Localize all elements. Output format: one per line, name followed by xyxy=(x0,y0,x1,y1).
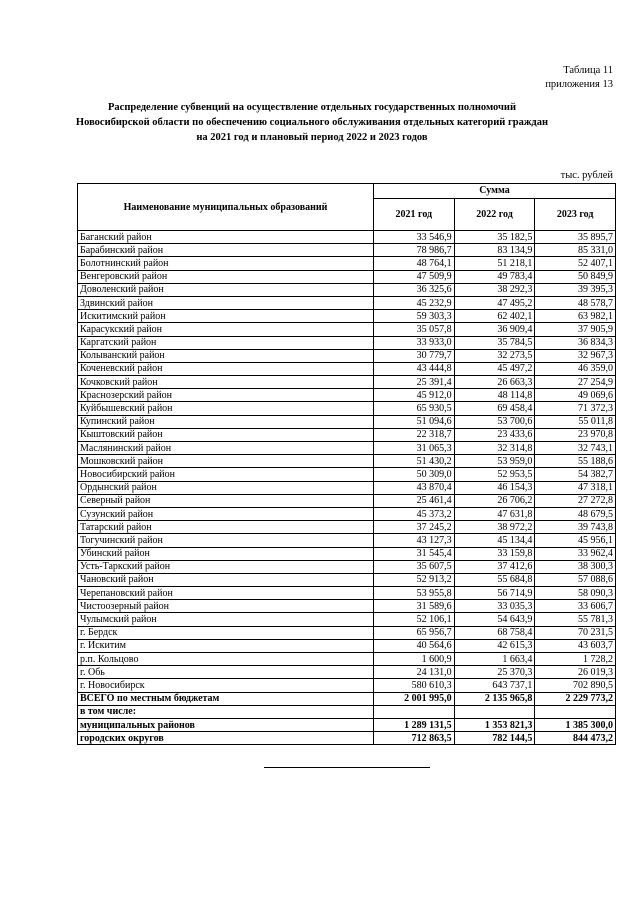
cell-value: 55 188,6 xyxy=(535,455,616,468)
cell-value: 26 663,3 xyxy=(454,376,535,389)
cell-value: 55 781,3 xyxy=(535,613,616,626)
cell-value: 65 930,5 xyxy=(374,402,455,415)
units-label: тыс. рублей xyxy=(560,170,613,181)
cell-value: 42 615,3 xyxy=(454,639,535,652)
cell-name: Мошковский район xyxy=(78,455,374,468)
cell-name: Доволенский район xyxy=(78,283,374,296)
table-row xyxy=(78,389,616,402)
cell-value xyxy=(454,705,535,718)
cell-value: 43 603,7 xyxy=(535,639,616,652)
table-row xyxy=(78,573,616,586)
cell-value: 52 913,2 xyxy=(374,573,455,586)
column-header-2021: 2021 год xyxy=(374,198,455,230)
cell-value: 33 933,0 xyxy=(374,336,455,349)
cell-name: Усть-Таркский район xyxy=(78,560,374,573)
cell-name: Здвинский район xyxy=(78,296,374,309)
column-header-sum: Сумма xyxy=(374,184,616,199)
table-row xyxy=(78,270,616,283)
cell-value: 47 318,1 xyxy=(535,481,616,494)
cell-value: 33 546,9 xyxy=(374,231,455,244)
cell-value: 50 309,0 xyxy=(374,468,455,481)
cell-name: Ордынский район xyxy=(78,481,374,494)
cell-value: 49 783,4 xyxy=(454,270,535,283)
cell-value: 65 956,7 xyxy=(374,626,455,639)
cell-name: Краснозерский район xyxy=(78,389,374,402)
cell-value: 68 758,4 xyxy=(454,626,535,639)
cell-value: 31 589,6 xyxy=(374,600,455,613)
table-row xyxy=(78,494,616,507)
cell-value: 1 289 131,5 xyxy=(374,718,455,731)
cell-name: Купинский район xyxy=(78,415,374,428)
table-row xyxy=(78,296,616,309)
cell-name: Кыштовский район xyxy=(78,428,374,441)
cell-name: г. Обь xyxy=(78,666,374,679)
cell-value: 25 461,4 xyxy=(374,494,455,507)
cell-value: 33 962,4 xyxy=(535,547,616,560)
cell-name: г. Бердск xyxy=(78,626,374,639)
cell-name: Северный район xyxy=(78,494,374,507)
cell-value: 71 372,3 xyxy=(535,402,616,415)
table-row xyxy=(78,428,616,441)
cell-value: 26 019,3 xyxy=(535,666,616,679)
cell-value: 24 131,0 xyxy=(374,666,455,679)
cell-value: 1 600,9 xyxy=(374,653,455,666)
cell-name: Тогучинский район xyxy=(78,534,374,547)
cell-value: 45 373,2 xyxy=(374,507,455,520)
cell-value: 32 273,5 xyxy=(454,349,535,362)
cell-value: 55 684,8 xyxy=(454,573,535,586)
cell-value: 69 458,4 xyxy=(454,402,535,415)
cell-value: 37 905,9 xyxy=(535,323,616,336)
table-row xyxy=(78,376,616,389)
cell-value: 32 314,8 xyxy=(454,442,535,455)
table-row xyxy=(78,283,616,296)
cell-name: Каргатский район xyxy=(78,336,374,349)
table-row xyxy=(78,244,616,257)
cell-value: 85 331,0 xyxy=(535,244,616,257)
cell-name: Чулымский район xyxy=(78,613,374,626)
cell-name: Новосибирский район xyxy=(78,468,374,481)
table-row xyxy=(78,560,616,573)
table-row xyxy=(78,507,616,520)
table-row xyxy=(78,455,616,468)
cell-value: 2 135 965,8 xyxy=(454,692,535,705)
cell-value: 56 714,9 xyxy=(454,587,535,600)
cell-value: 33 035,3 xyxy=(454,600,535,613)
cell-value: 36 909,4 xyxy=(454,323,535,336)
cell-name: в том числе: xyxy=(78,705,374,718)
cell-value: 78 986,7 xyxy=(374,244,455,257)
cell-value: 844 473,2 xyxy=(535,732,616,745)
table-row xyxy=(78,639,616,652)
end-divider xyxy=(264,767,430,768)
cell-name: Болотнинский район xyxy=(78,257,374,270)
cell-value: 2 001 995,0 xyxy=(374,692,455,705)
cell-value: 23 433,6 xyxy=(454,428,535,441)
table-row xyxy=(78,521,616,534)
table-row xyxy=(78,626,616,639)
cell-value: 27 254,9 xyxy=(535,376,616,389)
cell-value: 53 959,0 xyxy=(454,455,535,468)
table-row xyxy=(78,613,616,626)
table-row xyxy=(78,547,616,560)
cell-name: Чистоозерный район xyxy=(78,600,374,613)
cell-name: Коченевский район xyxy=(78,362,374,375)
cell-value: 35 895,7 xyxy=(535,231,616,244)
table-row xyxy=(78,231,616,244)
cell-value: 38 300,3 xyxy=(535,560,616,573)
table-row xyxy=(78,349,616,362)
cell-name: муниципальных районов xyxy=(78,718,374,731)
cell-value: 43 127,3 xyxy=(374,534,455,547)
cell-name: Кочковский район xyxy=(78,376,374,389)
cell-value: 51 218,1 xyxy=(454,257,535,270)
cell-value: 36 834,3 xyxy=(535,336,616,349)
cell-value: 83 134,9 xyxy=(454,244,535,257)
cell-name: Барабинский район xyxy=(78,244,374,257)
table-row xyxy=(78,600,616,613)
cell-value: 40 564,6 xyxy=(374,639,455,652)
cell-value: 55 011,8 xyxy=(535,415,616,428)
cell-value: 57 088,6 xyxy=(535,573,616,586)
cell-value: 48 114,8 xyxy=(454,389,535,402)
table-row xyxy=(78,679,616,692)
cell-value: 643 737,1 xyxy=(454,679,535,692)
table-row xyxy=(78,468,616,481)
cell-value: 27 272,8 xyxy=(535,494,616,507)
cell-value: 47 631,8 xyxy=(454,507,535,520)
cell-value: 51 430,2 xyxy=(374,455,455,468)
cell-value: 48 578,7 xyxy=(535,296,616,309)
cell-value: 1 663,4 xyxy=(454,653,535,666)
cell-value: 2 229 773,2 xyxy=(535,692,616,705)
cell-value: 35 607,5 xyxy=(374,560,455,573)
cell-value: 43 444,8 xyxy=(374,362,455,375)
total-row xyxy=(78,718,616,731)
cell-value: 54 643,9 xyxy=(454,613,535,626)
cell-name: Чановский район xyxy=(78,573,374,586)
cell-value: 45 497,2 xyxy=(454,362,535,375)
cell-value: 38 972,2 xyxy=(454,521,535,534)
cell-value xyxy=(535,705,616,718)
cell-name: Искитимский район xyxy=(78,310,374,323)
total-row xyxy=(78,705,616,718)
table-row xyxy=(78,534,616,547)
cell-value: 23 970,8 xyxy=(535,428,616,441)
cell-name: Венгеровский район xyxy=(78,270,374,283)
cell-value: 31 545,4 xyxy=(374,547,455,560)
cell-name: Сузунский район xyxy=(78,507,374,520)
cell-value: 38 292,3 xyxy=(454,283,535,296)
cell-name: Карасукский район xyxy=(78,323,374,336)
cell-name: Куйбышевский район xyxy=(78,402,374,415)
cell-value: 52 407,1 xyxy=(535,257,616,270)
cell-value: 52 106,1 xyxy=(374,613,455,626)
cell-value: 35 057,8 xyxy=(374,323,455,336)
cell-value: 45 232,9 xyxy=(374,296,455,309)
cell-name: городских округов xyxy=(78,732,374,745)
cell-value: 37 412,6 xyxy=(454,560,535,573)
cell-value: 39 395,3 xyxy=(535,283,616,296)
cell-value xyxy=(374,705,455,718)
cell-value: 45 956,1 xyxy=(535,534,616,547)
cell-name: Татарский район xyxy=(78,521,374,534)
cell-value: 43 870,4 xyxy=(374,481,455,494)
cell-value: 50 849,9 xyxy=(535,270,616,283)
table-row xyxy=(78,323,616,336)
cell-name: Черепановский район xyxy=(78,587,374,600)
cell-name: Колыванский район xyxy=(78,349,374,362)
table-row xyxy=(78,310,616,323)
cell-value: 53 700,6 xyxy=(454,415,535,428)
cell-value: 45 134,4 xyxy=(454,534,535,547)
cell-value: 46 154,3 xyxy=(454,481,535,494)
cell-name: Убинский район xyxy=(78,547,374,560)
cell-value: 30 779,7 xyxy=(374,349,455,362)
subventions-table xyxy=(77,183,616,745)
cell-value: 45 912,0 xyxy=(374,389,455,402)
cell-value: 31 065,3 xyxy=(374,442,455,455)
cell-value: 712 863,5 xyxy=(374,732,455,745)
cell-value: 48 764,1 xyxy=(374,257,455,270)
cell-value: 37 245,2 xyxy=(374,521,455,534)
column-header-2023: 2023 год xyxy=(535,198,616,230)
total-row xyxy=(78,732,616,745)
column-header-name: Наименование муниципальных образований xyxy=(78,184,374,231)
table-row xyxy=(78,653,616,666)
cell-name: г. Искитим xyxy=(78,639,374,652)
cell-value: 702 890,5 xyxy=(535,679,616,692)
table-row xyxy=(78,336,616,349)
cell-name: г. Новосибирск xyxy=(78,679,374,692)
total-row xyxy=(78,692,616,705)
cell-value: 33 606,7 xyxy=(535,600,616,613)
table-row xyxy=(78,442,616,455)
cell-value: 59 303,3 xyxy=(374,310,455,323)
table-body xyxy=(78,231,616,745)
cell-value: 1 385 300,0 xyxy=(535,718,616,731)
table-row xyxy=(78,415,616,428)
document-title: Распределение субвенций на осуществление отдельных государственных полномочий Новосибирской области по обеспечению социального обслуживания отдельных категорий граждан на 2021 год и плановый период 2022 и 2023 годов xyxy=(75,102,549,143)
table-row xyxy=(78,666,616,679)
cell-value: 48 679,5 xyxy=(535,507,616,520)
cell-value: 35 784,5 xyxy=(454,336,535,349)
cell-value: 32 743,1 xyxy=(535,442,616,455)
cell-value: 53 955,8 xyxy=(374,587,455,600)
cell-name: р.п. Кольцово xyxy=(78,653,374,666)
cell-value: 49 069,6 xyxy=(535,389,616,402)
cell-value: 47 509,9 xyxy=(374,270,455,283)
cell-value: 35 182,5 xyxy=(454,231,535,244)
cell-value: 1 728,2 xyxy=(535,653,616,666)
column-header-2022: 2022 год xyxy=(454,198,535,230)
cell-name: Баганский район xyxy=(78,231,374,244)
table-row xyxy=(78,362,616,375)
table-row xyxy=(78,481,616,494)
cell-value: 25 391,4 xyxy=(374,376,455,389)
table-row xyxy=(78,257,616,270)
cell-value: 62 402,1 xyxy=(454,310,535,323)
cell-value: 54 382,7 xyxy=(535,468,616,481)
cell-value: 52 953,5 xyxy=(454,468,535,481)
cell-value: 70 231,5 xyxy=(535,626,616,639)
cell-value: 63 982,1 xyxy=(535,310,616,323)
cell-value: 22 318,7 xyxy=(374,428,455,441)
cell-value: 39 743,8 xyxy=(535,521,616,534)
cell-value: 1 353 821,3 xyxy=(454,718,535,731)
cell-value: 580 610,3 xyxy=(374,679,455,692)
cell-name: Маслянинский район xyxy=(78,442,374,455)
cell-value: 25 370,3 xyxy=(454,666,535,679)
cell-value: 58 090,3 xyxy=(535,587,616,600)
cell-value: 782 144,5 xyxy=(454,732,535,745)
cell-value: 51 094,6 xyxy=(374,415,455,428)
appendix-label: приложения 13 xyxy=(545,79,613,90)
cell-value: 32 967,3 xyxy=(535,349,616,362)
table-row xyxy=(78,587,616,600)
cell-value: 36 325,6 xyxy=(374,283,455,296)
table-number: Таблица 11 xyxy=(563,65,613,76)
cell-value: 33 159,8 xyxy=(454,547,535,560)
cell-value: 46 359,0 xyxy=(535,362,616,375)
cell-value: 47 495,2 xyxy=(454,296,535,309)
cell-value: 26 706,2 xyxy=(454,494,535,507)
cell-name: ВСЕГО по местным бюджетам xyxy=(78,692,374,705)
table-row xyxy=(78,402,616,415)
